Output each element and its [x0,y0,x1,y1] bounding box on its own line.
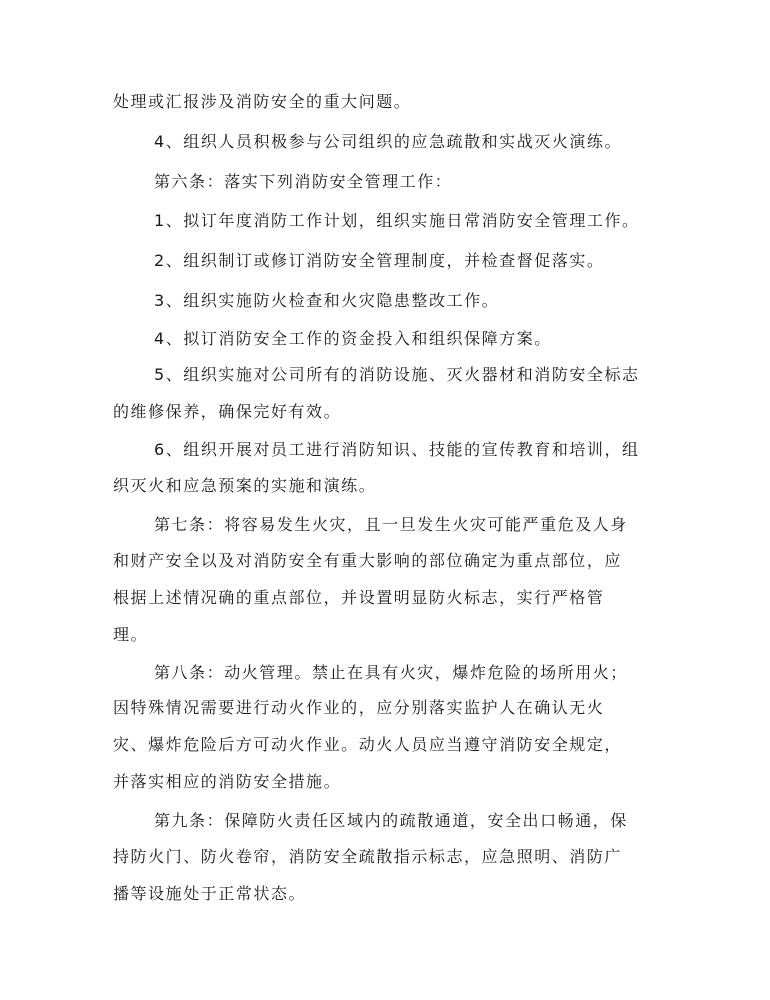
text-line: 持防火门、防火卷帘，消防安全疏散指示标志，应急照明、消防广 [113,847,622,866]
text-line: 因特殊情况需要进行动火作业的，应分别落实监护人在确认无火 [113,698,605,717]
text-line: 的维修保养，确保完好有效。 [113,402,342,421]
text-line: 处理或汇报涉及消防安全的重大问题。 [113,92,412,111]
text-line: 播等设施处于正常状态。 [113,884,307,903]
text-line: 6、组织开展对员工进行消防知识、技能的宣传教育和培训，组 [154,440,640,459]
text-line: 根据上述情况确的重点部位，并设置明显防火标志，实行严格管 [113,588,605,607]
text-line: 3、组织实施防火检查和火灾隐患整改工作。 [154,291,500,310]
text-line: 5、组织实施对公司所有的消防设施、灭火器材和消防安全标志 [154,365,640,384]
text-line: 4、组织人员积极参与公司组织的应急疏散和实战灭火演练。 [154,132,623,151]
text-line: 并落实相应的消防安全措施。 [113,772,342,791]
text-line: 和财产安全以及对消防安全有重大影响的部位确定为重点部位，应 [113,551,622,570]
section-heading-article-6: 第六条：落实下列消防安全管理工作： [154,172,453,191]
text-line: 灾、爆炸危险后方可动火作业。动火人员应当遵守消防安全规定， [113,735,622,754]
text-line: 织灭火和应急预案的实施和演练。 [113,476,377,495]
section-heading-article-8: 第八条：动火管理。禁止在具有火灾，爆炸危险的场所用火； [154,663,628,682]
text-line: 理。 [113,625,149,644]
text-line: 4、拟订消防安全工作的资金投入和组织保障方案。 [154,329,552,348]
text-line: 2、组织制订或修订消防安全管理制度，并检查督促落实。 [154,251,605,270]
section-heading-article-7: 第七条：将容易发生火灾，且一旦发生火灾可能严重危及人身 [154,515,628,534]
section-heading-article-9: 第九条：保障防火责任区域内的疏散通道，安全出口畅通，保 [154,811,628,830]
text-line: 1、拟订年度消防工作计划，组织实施日常消防安全管理工作。 [154,211,640,230]
